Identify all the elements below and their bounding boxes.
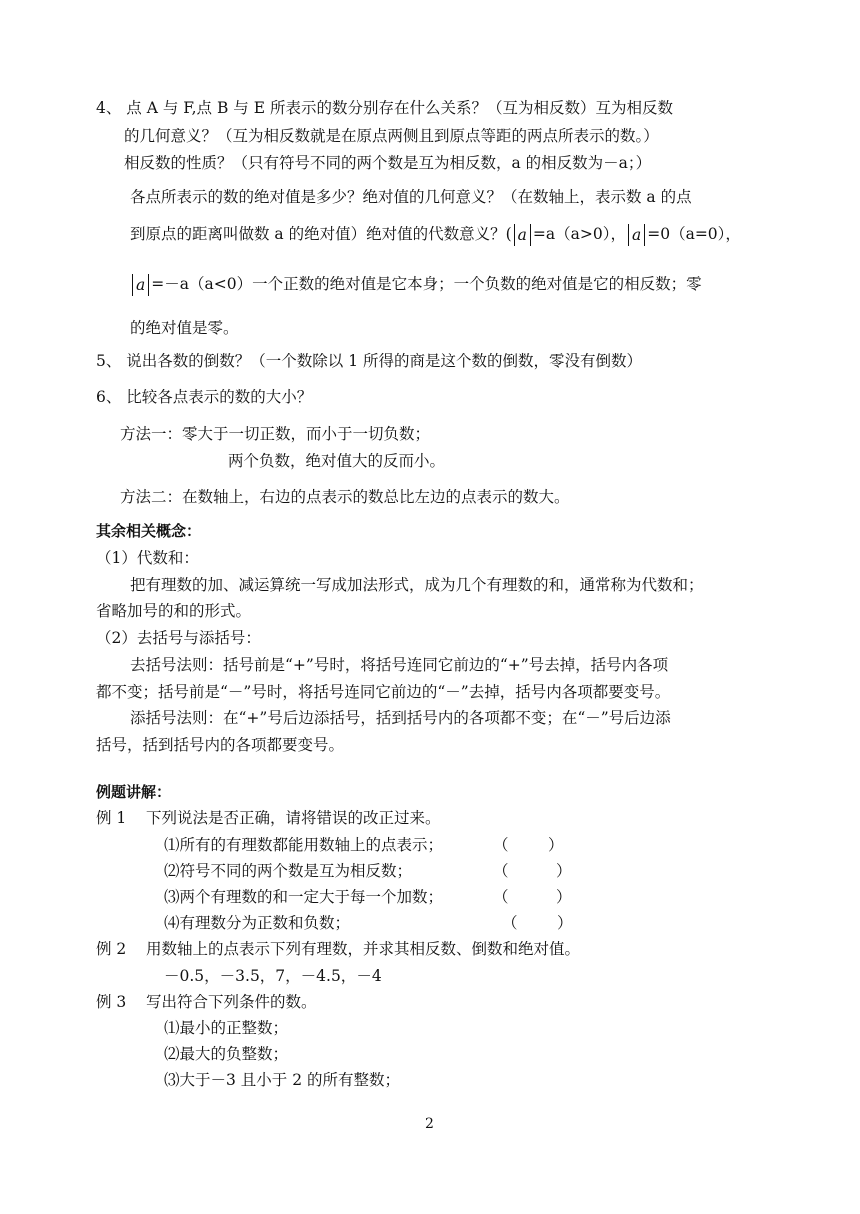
example1-text: 下列说法是否正确，请将错误的改正过来。 [146,809,441,827]
method1-b: 两个负数，绝对值大的反而小。 [228,452,446,470]
item6-title: 6、 比较各点表示的数的大小？ [96,388,313,406]
related-heading: 其余相关概念： [96,522,202,540]
answer-paren-close-4: ） [557,914,573,932]
item4-line5-text: 到原点的距离叫做数 a 的绝对值）绝对值的代数意义？( [130,225,512,243]
item4-line6-text: =－a（a<0）一个正数的绝对值是它本身；一个负数的绝对值是它的相反数；零 [151,275,702,293]
item4-line7: 的绝对值是零。 [130,319,239,337]
item4-line2: 的几何意义？（互为相反数就是在原点两侧且到原点等距的两点所表示的数。） [124,127,659,145]
example3-item-2: ⑵最大的负整数； [164,1045,289,1063]
item4-line5 [130,224,741,246]
example2-label: 例 2 [96,940,127,958]
example2-values: －0.5，－3.5，7，－4.5，－4 [164,967,382,985]
related-sub2-p2: 都不变；括号前是“－”号时，将括号连同它前边的“－”去掉，括号内各项都要变号。 [96,683,671,701]
related-sub2: （2）去括号与添括号： [96,629,261,647]
answer-paren-open-3: （ [493,888,509,906]
method2: 方法二：在数轴上，右边的点表示的数总比左边的点表示的数大。 [120,488,570,506]
example3-label: 例 3 [96,993,127,1011]
answer-paren-open-4: （ [502,914,518,932]
abs-value-a-1: a [514,224,531,246]
example1-item-2: ⑵符号不同的两个数是互为相反数； [164,862,413,880]
item4-line5-part2: =a（a>0）， [532,225,626,243]
examples-heading: 例题讲解： [96,783,172,801]
item5: 5、 说出各数的倒数？（一个数除以 1 所得的商是这个数的倒数，零没有倒数） [96,352,643,370]
item4-line5-part3: =0（a=0）， [647,225,741,243]
example3-text: 写出符合下列条件的数。 [146,993,317,1011]
answer-paren-open-1: （ [493,836,509,854]
item4-line4: 各点所表示的数的绝对值是多少？绝对值的几何意义？（在数轴上，表示数 a 的点 [130,188,692,206]
answer-paren-close-1: ） [548,836,564,854]
answer-paren-close-2: ） [556,862,572,880]
related-sub2-p3: 添括号法则：在“+”号后边添括号，括到括号内的各项都不变；在“－”号后边添 [130,709,671,727]
related-sub1-p2: 省略加号的和的形式。 [96,602,252,620]
related-sub1-p1: 把有理数的加、减运算统一写成加法形式，成为几个有理数的和，通常称为代数和； [130,576,704,594]
example1-label: 例 1 [96,809,127,827]
abs-value-a-2: a [628,224,645,246]
item4-line3: 相反数的性质？（只有符号不同的两个数是互为相反数，a 的相反数为－a；） [124,154,652,172]
example1-item-3: ⑶两个有理数的和一定大于每一个加数； [164,888,444,906]
related-sub1: （1）代数和： [96,549,199,567]
method1-a: 方法一：零大于一切正数，而小于一切负数； [120,425,431,443]
item4-line6 [130,274,702,296]
answer-paren-open-2: （ [493,862,509,880]
example1-item-4: ⑷有理数分为正数和负数； [164,914,351,932]
item4-line1: 4、 点 A 与 F,点 B 与 E 所表示的数分别存在什么关系？（互为相反数）互为相反数 [96,99,673,117]
abs-value-a-3: a [132,274,149,296]
example3-item-1: ⑴最小的正整数； [164,1019,289,1037]
example3-item-3: ⑶大于－3 且小于 2 的所有整数； [164,1071,401,1089]
related-sub2-p4: 括号，括到括号内的各项都要变号。 [96,736,345,754]
page-number: 2 [425,1116,434,1132]
example2-text: 用数轴上的点表示下列有理数，并求其相反数、倒数和绝对值。 [146,940,581,958]
example1-item-1: ⑴所有的有理数都能用数轴上的点表示； [164,836,444,854]
related-sub2-p1: 去括号法则：括号前是“+”号时，将括号连同它前边的“+”号去掉，括号内各项 [130,656,669,674]
answer-paren-close-3: ） [556,888,572,906]
